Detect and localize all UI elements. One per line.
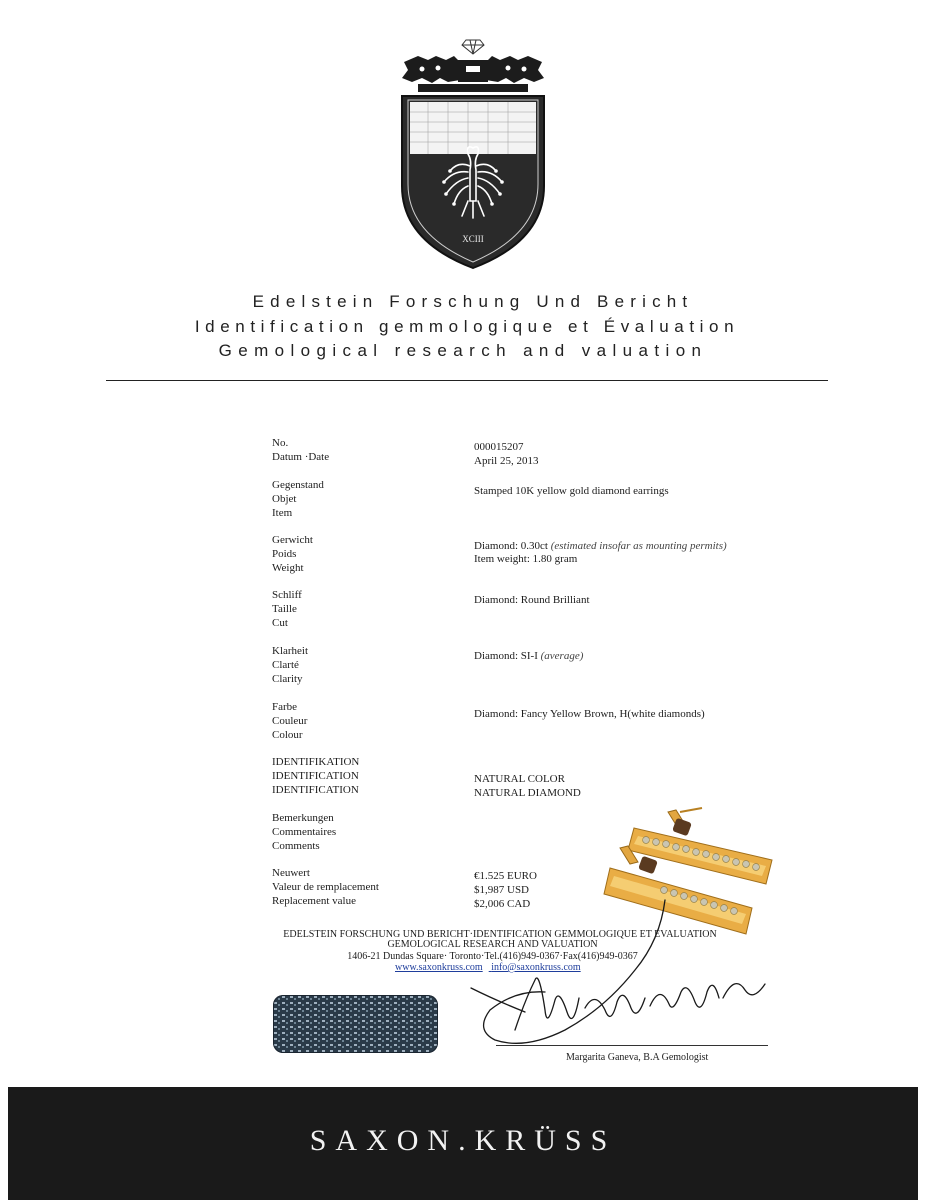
value-natural-color: NATURAL COLOR (474, 773, 565, 785)
footer-research-line: GEMOLOGICAL RESEARCH AND VALUATION (387, 939, 598, 950)
value-price-usd: $1,987 USD (474, 884, 530, 896)
label-identification-de: IDENTIFIKATION (272, 756, 360, 768)
label-replacement-de: Neuwert (272, 867, 310, 879)
label-cut-fr: Taille (272, 603, 297, 615)
brand-name: SAXON.KRÜSS (309, 1124, 617, 1157)
label-weight-fr: Poids (272, 548, 297, 560)
signature-line (496, 1045, 768, 1046)
label-colour-en: Colour (272, 729, 303, 741)
crest-motto: XCIII (462, 234, 484, 244)
gemologist-signature (455, 880, 785, 1060)
value-price-eur: €1.525 EURO (474, 870, 537, 882)
value-clarity-line (474, 650, 583, 664)
label-identification-en: IDENTIFICATION (272, 784, 359, 796)
header-line-english: Gemological research and valuation (218, 341, 708, 360)
crest-logo (398, 36, 548, 272)
value-item-weight: Item weight: 1.80 gram (474, 553, 578, 565)
header-divider (106, 380, 828, 381)
website-link[interactable]: www.saxonkruss.com (395, 962, 483, 973)
email-link[interactable]: info@saxonkruss.com (491, 962, 581, 973)
diamond-icon (462, 40, 484, 54)
value-diamond-weight: Diamond: 0.30ct (474, 540, 548, 552)
label-colour-fr: Couleur (272, 715, 308, 727)
label-replacement-en: Replacement value (272, 895, 356, 907)
footer-company-line: EDELSTEIN FORSCHUNG UND BERICHT·IDENTIFICATION GEMMOLOGIQUE ET EVALUATION (283, 929, 717, 940)
value-date: April 25, 2013 (474, 455, 539, 467)
mantling-icon (402, 56, 544, 92)
value-cut: Diamond: Round Brilliant (474, 594, 590, 606)
label-clarity-fr: Clarté (272, 659, 299, 671)
label-colour-de: Farbe (272, 701, 298, 713)
footer-address-line: 1406-21 Dundas Square· Toronto·Tel.(416)949-0367·Fax(416)949-0367 (347, 951, 638, 962)
label-item-de: Gegenstand (272, 479, 324, 491)
value-item: Stamped 10K yellow gold diamond earrings (474, 485, 669, 497)
signatory-name: Margarita Ganeva, B.A Gemologist (566, 1052, 709, 1063)
label-item-en: Item (272, 507, 293, 519)
value-clarity-note: (average) (540, 650, 584, 662)
label-cut-en: Cut (272, 617, 288, 629)
label-identification-fr: IDENTIFICATION (272, 770, 359, 782)
value-natural-diamond: NATURAL DIAMOND (474, 787, 581, 799)
value-colour: Diamond: Fancy Yellow Brown, H(white diamonds) (474, 708, 705, 720)
security-hologram (273, 995, 438, 1053)
label-weight-de: Gerwicht (272, 534, 313, 546)
label-weight-en: Weight (272, 562, 304, 574)
label-clarity-de: Klarheit (272, 645, 309, 657)
value-clarity: Diamond: SI-I (474, 650, 538, 662)
value-weight-line (474, 540, 727, 554)
label-clarity-en: Clarity (272, 673, 303, 685)
label-replacement-fr: Valeur de remplacement (272, 881, 379, 893)
label-item-fr: Objet (272, 493, 297, 505)
value-weight-note: (estimated insofar as mounting permits) (550, 540, 727, 552)
label-cut-de: Schliff (272, 589, 302, 601)
value-report-number: 000015207 (474, 441, 524, 453)
header-line-french: Identification gemmologique et Évaluation (194, 317, 740, 336)
label-comments-de: Bemerkungen (272, 812, 334, 824)
label-comments-fr: Commentaires (272, 826, 337, 838)
header-line-german: Edelstein Forschung Und Bericht (252, 292, 694, 311)
value-price-cad: $2,006 CAD (474, 898, 531, 910)
label-date: Datum ·Date (272, 451, 330, 463)
label-no: No. (272, 437, 289, 449)
label-comments-en: Comments (272, 840, 320, 852)
